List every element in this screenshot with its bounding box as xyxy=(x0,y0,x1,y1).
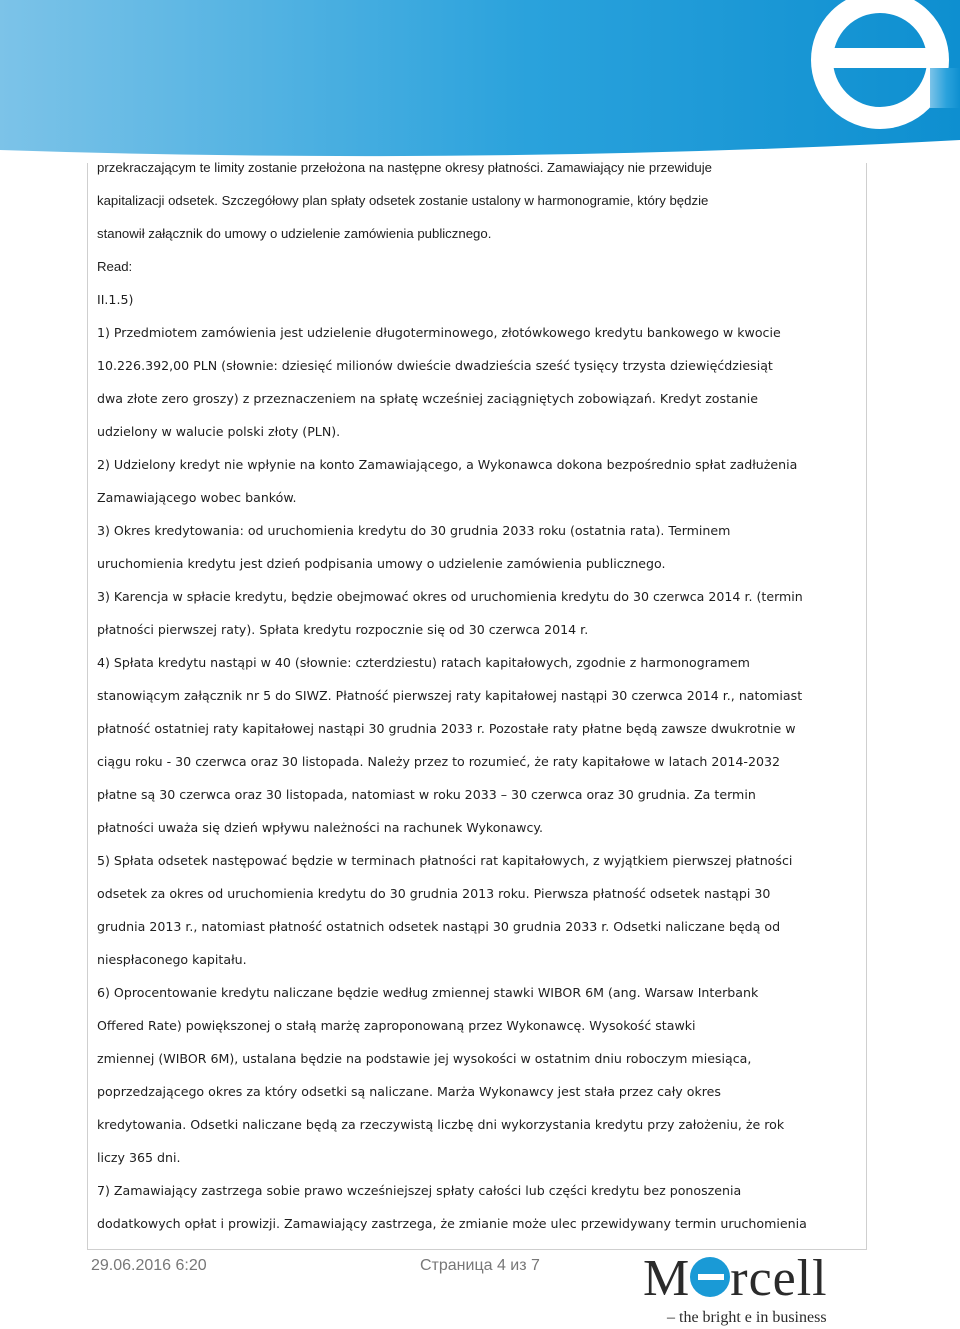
footer-date: 29.06.2016 6:20 xyxy=(91,1257,207,1274)
text-line: płatne są 30 czerwca oraz 30 listopada, natomiast w roku 2033 – 30 czerwca oraz 30 grudnia. Za termin xyxy=(97,787,756,802)
text-line: uruchomienia kredytu jest dzień podpisania umowy o udzielenie zamówienia publicznego. xyxy=(97,556,666,571)
text-line: 3) Okres kredytowania: od uruchomienia kredytu do 30 grudnia 2033 roku (ostatnia rata). Terminem xyxy=(97,523,731,538)
text-line: liczy 365 dni. xyxy=(97,1150,181,1165)
text-line: Read: xyxy=(97,259,133,274)
page-frame-left xyxy=(87,163,88,1250)
text-line: II.1.5) xyxy=(97,292,134,307)
text-line: 6) Oprocentowanie kredytu naliczane będzie według zmiennej stawki WIBOR 6M (ang. Warsaw Interbank xyxy=(97,985,759,1000)
text-line: 4) Spłata kredytu nastąpi w 40 (słownie: czterdziestu) ratach kapitałowych, zgodnie z harmonogramem xyxy=(97,655,750,670)
text-line: płatności pierwszej raty). Spłata kredytu rozpocznie się od 30 czerwca 2014 r. xyxy=(97,622,589,637)
text-line: 1) Przedmiotem zamówienia jest udzielenie długoterminowego, złotówkowego kredytu bankowego w kwocie xyxy=(97,325,781,340)
text-line: kredytowania. Odsetki naliczane będą za rzeczywistą liczbę dni wykorzystania kredytu przy założeniu, że rok xyxy=(97,1117,785,1132)
text-line: Zamawiającego wobec banków. xyxy=(97,490,297,505)
text-line: przekraczającym te limity zostanie przełożona na następne okresy płatności. Zamawiający nie przewiduje xyxy=(97,160,712,175)
footer-page-number: Страница 4 из 7 xyxy=(420,1257,540,1274)
text-line: 5) Spłata odsetek następować będzie w terminach płatności rat kapitałowych, z wyjątkiem pierwszej płatności xyxy=(97,853,793,868)
text-line: Offered Rate) powiększonej o stałą marżę zaproponowaną przez Wykonawcę. Wysokość stawki xyxy=(97,1018,696,1033)
text-line: 10.226.392,00 PLN (słownie: dziesięć milionów dwieście dwadzieścia sześć tysięcy trzysta dziewięćdziesiąt xyxy=(97,358,773,373)
text-line: 7) Zamawiający zastrzega sobie prawo wcześniejszej spłaty całości lub części kredytu bez ponoszenia xyxy=(97,1183,742,1198)
text-line: kapitalizacji odsetek. Szczegółowy plan spłaty odsetek zostanie ustalony w harmonogramie, który będzie xyxy=(97,193,709,208)
text-line: stanowiącym załącznik nr 5 do SIWZ. Płatność pierwszej raty kapitałowej nastąpi 30 czerwca 2014 r., natomiast xyxy=(97,688,803,703)
text-line: dwa złote zero groszy) z przeznaczeniem na spłatę wcześniej zaciągniętych zobowiązań. Kredyt zostanie xyxy=(97,391,758,406)
text-line: udzielony w walucie polski złoty (PLN). xyxy=(97,424,341,439)
text-line: poprzedzającego okres za który odsetki są naliczane. Marża Wykonawcy jest stała przez cały okres xyxy=(97,1084,721,1099)
marcell-logo xyxy=(643,1250,873,1329)
text-line: 3) Karencja w spłacie kredytu, będzie obejmować okres od uruchomienia kredytu do 30 czerwca 2014 r. (termin xyxy=(97,589,803,604)
text-line: ciągu roku - 30 czerwca oraz 30 listopada. Należy przez to rozumieć, że raty kapitałowe w latach 2014-2032 xyxy=(97,754,781,769)
text-line: stanowił załącznik do umowy o udzielenie zamówienia publicznego. xyxy=(97,226,492,241)
text-line: zmiennej (WIBOR 6M), ustalana będzie na podstawie jej wysokości w ostatnim dniu roboczym miesiąca, xyxy=(97,1051,752,1066)
header-banner xyxy=(0,0,960,158)
text-line: płatność ostatniej raty kapitałowej nastąpi 30 grudnia 2033 r. Pozostałe raty płatne będą zawsze dwukrotnie w xyxy=(97,721,796,736)
text-line: niespłaconego kapitału. xyxy=(97,952,247,967)
text-line: dodatkowych opłat i prowizji. Zamawiający zastrzega, że zmianie może ulec przewidywany termin uruchomienia xyxy=(97,1216,807,1231)
logo-tagline: – the bright e in business xyxy=(667,1309,827,1326)
logo-wordmark: M rcell xyxy=(643,1250,828,1307)
text-line: 2) Udzielony kredyt nie wpłynie na konto Zamawiającego, a Wykonawca dokona bezpośrednio spłat zadłużenia xyxy=(97,457,798,472)
text-line: grudnia 2013 r., natomiast płatność ostatnich odsetek nastąpi 30 grudnia 2033 r. Odsetki naliczane będą od xyxy=(97,919,781,934)
text-line: płatności uważa się dzień wpływu należności na rachunek Wykonawcy. xyxy=(97,820,544,835)
page-frame-right xyxy=(866,163,867,1250)
text-line: odsetek za okres od uruchomienia kredytu do 30 grudnia 2013 roku. Pierwsza płatność odsetek nastąpi 30 xyxy=(97,886,771,901)
